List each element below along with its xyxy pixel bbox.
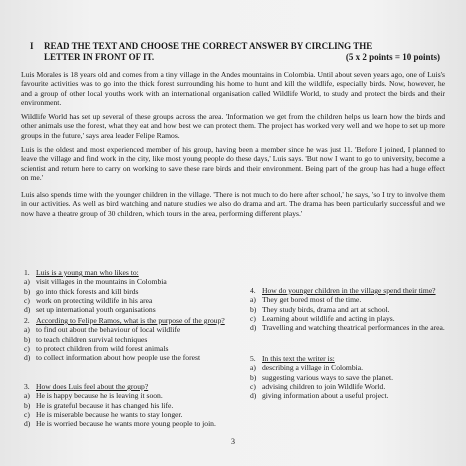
answer-option[interactable]	[250, 373, 450, 382]
paragraph: Luis Morales is 18 years old and comes from a tiny village in the Andes mountains in Colombia. Until about seven years ago, one of Luis's favourite activities was to go into the thick forest surrounding his home to hunt and kill the wildlife, especially birds. Now, however, he and a group of other local youths work with an international organisation called Wildlife World, to study and protect the birds and their environment.	[21, 70, 445, 108]
option-text: He is worried because he wants more young people to join.	[36, 419, 216, 429]
answer-option[interactable]	[24, 335, 229, 344]
option-letter: b)	[250, 304, 257, 314]
answer-option[interactable]	[250, 295, 450, 304]
task-instruction-line2: LETTER IN FRONT OF IT.	[44, 52, 155, 62]
option-letter: a)	[250, 363, 256, 373]
question-stem: How does Luis feel about the group?	[36, 382, 149, 391]
question-number: 4.	[250, 286, 256, 295]
option-text: He is grateful because it has changed his life.	[36, 400, 174, 410]
option-text: He is miserable because he wants to stay longer.	[36, 409, 183, 419]
option-text: to collect information about how people use the forest	[36, 353, 201, 363]
answer-option[interactable]	[24, 277, 229, 286]
answer-option[interactable]	[24, 287, 229, 296]
option-letter: c)	[250, 313, 256, 323]
question-stem: How do younger children in the village spend their time?	[262, 286, 436, 295]
option-letter: c)	[24, 343, 30, 353]
question-stem: In this text the writer is:	[262, 354, 335, 363]
paragraph: Luis is the oldest and most experienced member of his group, having been a member since he was just 11. 'Before I joined, I planned to leave the village and find work in the city, like most young people do these days,' Luis says. 'But now I want to go to university, become a scientist and return here to carry on working to save these rare birds and their environment. Being part of the group has had a huge effect on me.'	[21, 145, 445, 183]
option-letter: a)	[24, 391, 30, 401]
option-text: to teach children survival techniques	[36, 334, 148, 344]
paragraph: Wildlife World has set up several of these groups across the area. 'Information we get from the children helps us learn how the birds and other animals use the forest, what they eat and how best we can protect them. The project has worked very well and we hope to set up more groups in the future,' says area leader Felipe Ramos.	[21, 112, 445, 140]
option-text: work on protecting wildlife in his area	[36, 295, 153, 305]
option-letter: b)	[24, 334, 31, 344]
answer-option[interactable]	[250, 305, 450, 314]
answer-option[interactable]	[24, 325, 229, 334]
answer-option[interactable]	[24, 410, 229, 419]
option-letter: a)	[250, 295, 256, 305]
option-text: advising children to join Wildlife World.	[262, 381, 386, 391]
option-text: describing a village in Colombia.	[262, 363, 364, 373]
task-points: (5 x 2 points = 10 points)	[345, 52, 440, 62]
option-text: He is happy because he is leaving it soon.	[36, 391, 163, 401]
question-2	[24, 316, 229, 362]
option-letter: c)	[24, 409, 30, 419]
option-text: giving information about a useful project.	[262, 391, 389, 401]
task-number: I	[30, 41, 34, 51]
option-text: They get bored most of the time.	[262, 295, 362, 305]
option-letter: d)	[250, 323, 257, 333]
option-text: to find out about the behaviour of local wildlife	[36, 325, 181, 335]
answer-option[interactable]	[250, 314, 450, 323]
option-text: set up international youth organisations	[36, 305, 156, 315]
question-number: 2.	[24, 316, 30, 325]
option-letter: b)	[24, 400, 31, 410]
answer-option[interactable]	[24, 353, 229, 362]
question-number: 1.	[24, 268, 30, 277]
answer-option[interactable]	[250, 391, 450, 400]
answer-option[interactable]	[250, 363, 450, 372]
option-text: visit villages in the mountains in Colombia	[36, 277, 167, 287]
answer-option[interactable]	[24, 391, 229, 400]
question-1	[24, 268, 229, 314]
question-5	[250, 354, 450, 400]
page-number: 3	[231, 437, 235, 446]
option-letter: a)	[24, 325, 30, 335]
question-3	[24, 382, 229, 428]
option-letter: d)	[24, 353, 31, 363]
paragraph: Luis also spends time with the younger children in the village. 'There is not much to do here after school,' he says, 'so I try to involve them in our activities. As well as bird watching and nature studies we also do drama and art. The drama has been particularly successful and we now have a theatre group of 30 children, which tours in the area, performing different plays.'	[21, 190, 445, 218]
option-letter: d)	[24, 419, 31, 429]
option-text: to protect children from wild forest animals	[36, 343, 169, 353]
answer-option[interactable]	[24, 419, 229, 428]
option-letter: b)	[24, 286, 31, 296]
option-letter: c)	[250, 381, 256, 391]
task-heading	[30, 41, 440, 63]
question-stem: According to Felipe Ramos, what is the purpose of the group?	[36, 316, 225, 325]
task-instruction-line1: READ THE TEXT AND CHOOSE THE CORRECT ANSWER BY CIRCLING THE	[44, 41, 373, 51]
option-letter: d)	[24, 305, 31, 315]
answer-option[interactable]	[24, 344, 229, 353]
answer-option[interactable]	[250, 323, 450, 332]
question-4	[250, 286, 450, 332]
option-letter: d)	[250, 391, 257, 401]
question-number: 5.	[250, 354, 256, 363]
option-letter: b)	[250, 372, 257, 382]
option-text: suggesting various ways to save the planet.	[262, 372, 393, 382]
option-text: go into thick forests and kill birds	[36, 286, 139, 296]
question-number: 3.	[24, 382, 30, 391]
option-text: Travelling and watching theatrical performances in the area.	[262, 323, 445, 333]
answer-option[interactable]	[24, 305, 229, 314]
option-text: Learning about wildlife and acting in plays.	[262, 313, 395, 323]
answer-option[interactable]	[250, 382, 450, 391]
option-text: They study birds, drama and art at school.	[262, 304, 390, 314]
option-letter: a)	[24, 277, 30, 287]
option-letter: c)	[24, 295, 30, 305]
answer-option[interactable]	[24, 296, 229, 305]
answer-option[interactable]	[24, 401, 229, 410]
question-stem: Luis is a young man who likes to:	[36, 268, 139, 277]
